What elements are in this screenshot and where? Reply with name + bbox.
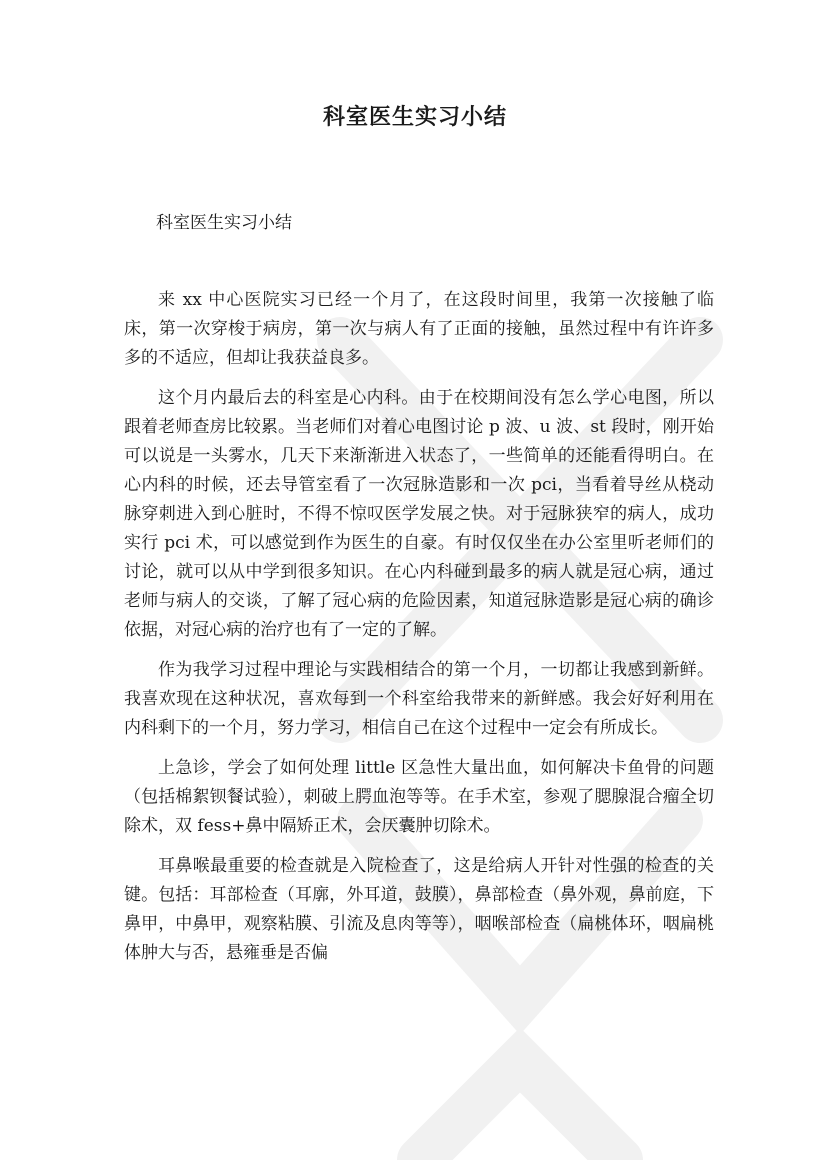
- document-subtitle: 科室医生实习小结: [156, 213, 292, 233]
- paragraph-reflection: 作为我学习过程中理论与实践相结合的第一个月，一切都让我感到新鲜。我喜欢现在这种状况，喜欢每到一个科室给我带来的新鲜感。我会好好利用在内科剩下的一个月，努力学习，相信自己在这个过程中一定会有所成长。: [124, 660, 714, 738]
- paragraph-ent-exam: 耳鼻喉最重要的检查就是入院检查了，这是给病人开针对性强的检查的关键。包括：耳部检查（耳廓，外耳道，鼓膜），鼻部检查（鼻外观，鼻前庭，下鼻甲，中鼻甲，观察粘膜、引流及息肉等等），咽喉部检查（扁桃体环，咽扁桃体肿大与否，悬雍垂是否偏: [124, 856, 714, 963]
- page-title: 科室医生实习小结: [322, 104, 507, 130]
- paragraph-emergency: 上急诊，学会了如何处理 little 区急性大量出血，如何解决卡鱼骨的问题（包括棉絮钡餐试验），刺破上腭血泡等等。在手术室，参观了腮腺混合瘤全切除术，双 fess+鼻中隔矫正术，会厌囊肿切除术。: [124, 758, 714, 836]
- paragraph-cardiology: 这个月内最后去的科室是心内科。由于在校期间没有怎么学心电图，所以跟着老师查房比较累。当老师们对着心电图讨论 p 波、u 波、st 段时，刚开始可以说是一头雾水，几天下来渐渐进入状态了，一些简单的还能看得明白。在心内科的时候，还去导管室看了一次冠脉造影和一次 pci，当看着导丝从桡动脉穿刺进入到心脏时，不得不惊叹医学发展之快。对于冠脉狭窄的病人，成功实行 pci 术，可以感觉到作为医生的自豪。有时仅仅坐在办公室里听老师们的讨论，就可以从中学到很多知识。在心内科碰到最多的病人就是冠心病，通过老师与病人的交谈，了解了冠心病的危险因素，知道冠脉造影是冠心病的确诊依据，对冠心病的治疗也有了一定的了解。: [124, 388, 714, 640]
- paragraph-intro: 来 xx 中心医院实习已经一个月了，在这段时间里，我第一次接触了临床，第一次穿梭于病房，第一次与病人有了正面的接触，虽然过程中有许许多多的不适应，但却让我获益良多。: [124, 290, 714, 368]
- document-body: [124, 286, 714, 979]
